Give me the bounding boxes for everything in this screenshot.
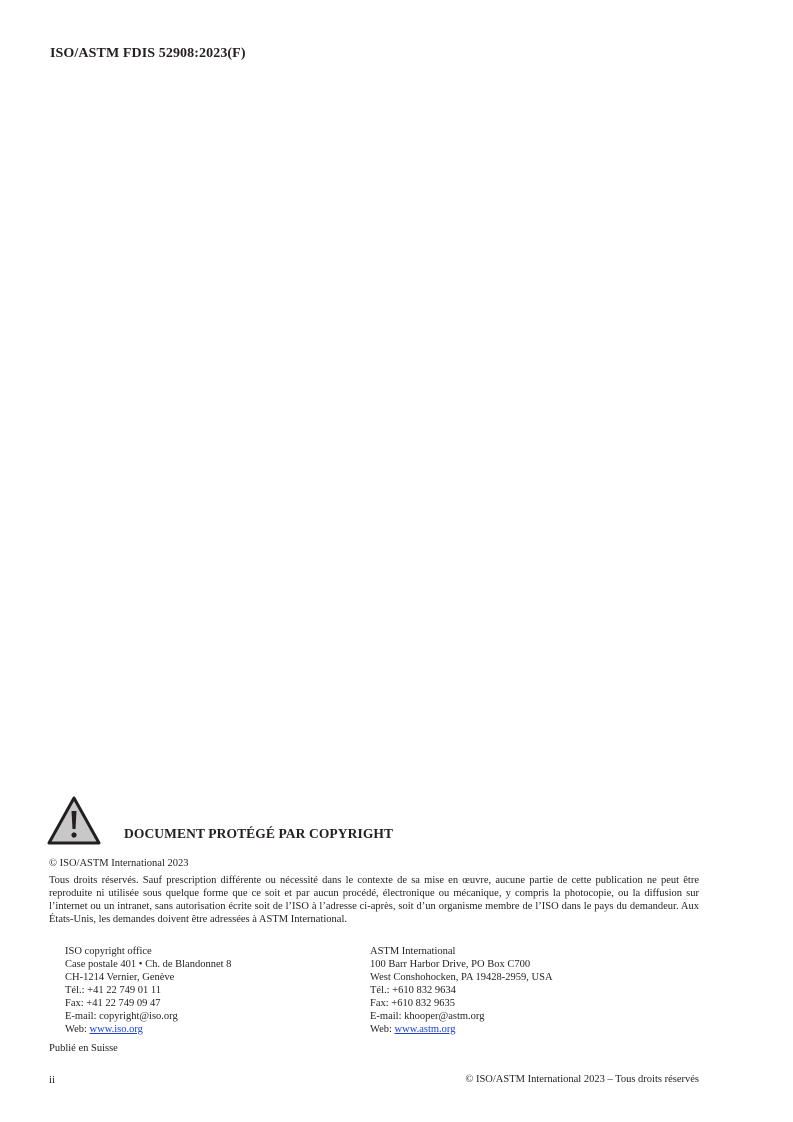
published-in: Publié en Suisse bbox=[49, 1043, 118, 1054]
astm-fax: Fax: +610 832 9635 bbox=[370, 998, 455, 1009]
copyright-body: Tous droits réservés. Sauf prescription différente ou nécessité dans le contexte de sa mise en œuvre, aucune partie de cette publication ne peut être reproduite ni utilisée sous quelque forme que ce soit et par aucun procédé, électronique ou mécanique, y compris la photocopie, ou la diffusion sur l’internet ou un intranet, sans autorisation écrite soit de l’ISO à l’adresse ci-après, soit d’un organisme membre de l’ISO dans le pays du demandeur. Aux États-Unis, les demandes doivent être adressées à ASTM International. bbox=[49, 875, 699, 925]
astm-web bbox=[370, 1023, 553, 1036]
iso-address-block bbox=[65, 945, 231, 1036]
astm-web-label: Web: bbox=[370, 1024, 395, 1035]
astm-office-name: ASTM International bbox=[370, 946, 456, 957]
astm-web-link[interactable]: www.astm.org bbox=[394, 1024, 456, 1035]
astm-address-line1: 100 Barr Harbor Drive, PO Box C700 bbox=[370, 959, 531, 970]
copyright-line: © ISO/ASTM International 2023 bbox=[49, 858, 189, 869]
footer-copyright: © ISO/ASTM International 2023 – Tous droits réservés bbox=[465, 1074, 699, 1085]
iso-office-name: ISO copyright office bbox=[65, 946, 152, 957]
iso-web bbox=[65, 1023, 231, 1036]
iso-fax: Fax: +41 22 749 09 47 bbox=[65, 998, 161, 1009]
iso-address-line1: Case postale 401 • Ch. de Blandonnet 8 bbox=[65, 959, 232, 970]
iso-web-label: Web: bbox=[65, 1024, 90, 1035]
page-number: ii bbox=[49, 1074, 56, 1086]
iso-address-line2: CH-1214 Vernier, Genève bbox=[65, 972, 175, 983]
astm-address-block bbox=[370, 945, 553, 1036]
iso-email: E-mail: copyright@iso.org bbox=[65, 1011, 178, 1022]
iso-web-link[interactable]: www.iso.org bbox=[89, 1024, 143, 1035]
copyright-title: DOCUMENT PROTÉGÉ PAR COPYRIGHT bbox=[124, 826, 394, 841]
astm-address-line2: West Conshohocken, PA 19428-2959, USA bbox=[370, 972, 553, 983]
document-id-header: ISO/ASTM FDIS 52908:2023(F) bbox=[50, 46, 246, 61]
astm-email: E-mail: khooper@astm.org bbox=[370, 1011, 485, 1022]
iso-tel: Tél.: +41 22 749 01 11 bbox=[65, 985, 161, 996]
warning-icon bbox=[47, 796, 101, 845]
astm-tel: Tél.: +610 832 9634 bbox=[370, 985, 456, 996]
